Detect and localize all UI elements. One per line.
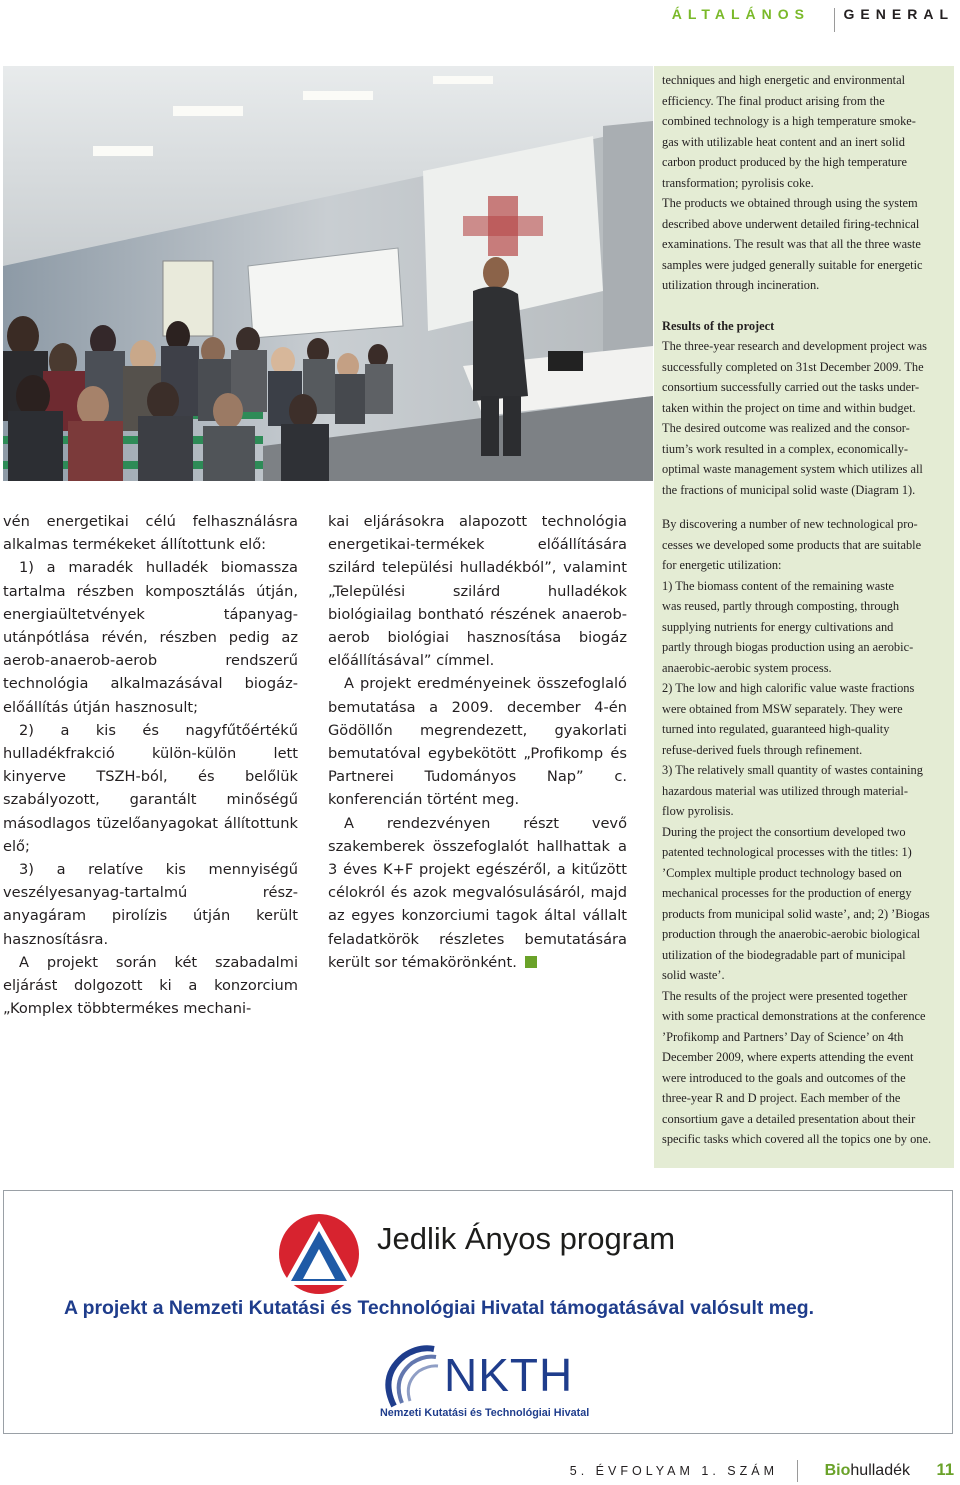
english-summary-text: [662, 70, 948, 1150]
sponsor-logo-box: [3, 1190, 953, 1434]
summary-line: described above underwent detailed firing-technical: [662, 216, 920, 231]
article-paragraph: vén energetikai célú felhasználásra alkalmas termékeket állítottunk elő:: [3, 513, 298, 554]
summary-line: 2) The low and high calorific value waste fractions: [662, 681, 915, 695]
summary-line: mechanical processes for the production of energy: [662, 886, 912, 900]
results-heading: Results of the project: [662, 318, 775, 333]
end-of-article-icon: [525, 956, 537, 968]
summary-line: During the project the consortium developed two: [662, 824, 906, 839]
summary-line: hazardous material was utilized through material-: [662, 783, 908, 798]
english-summary-box: [654, 66, 954, 1168]
summary-line: consortium gave a detailed presentation about their: [662, 1111, 916, 1126]
magazine-name-bio: Bio: [824, 1462, 851, 1479]
article-column-1: [3, 510, 298, 1020]
summary-line: By discovering a number of new technological pro-: [662, 517, 918, 531]
nkth-swirl-icon: [374, 1341, 454, 1411]
summary-line: refuse-derived fuels through refinement.: [662, 742, 863, 757]
jedlik-logo-icon: [269, 1209, 369, 1299]
spacer: [662, 296, 948, 316]
page-number: 11: [936, 1461, 954, 1479]
conference-photo: [3, 66, 653, 481]
summary-line: gas with utilizable heat content and an inert solid: [662, 134, 905, 149]
summary-line: techniques and high energetic and environmental: [662, 73, 906, 87]
summary-line: the fractions of municipal solid waste (Diagram 1).: [662, 482, 916, 497]
issue-label: 5. ÉVFOLYAM 1. SZÁM: [569, 1464, 778, 1478]
article-paragraph: A projekt eredményeinek összefoglaló bemutatása a 2009. december 4-én Gödöllőn megrendezett, gyakorlati bemutatóval egybekötött „Profikomp és Partnerei Tudományos Nap” c. konferencián történt meg.: [328, 675, 627, 809]
summary-line: utilization of the biodegradable part of municipal: [662, 947, 906, 962]
article-column-2: [328, 510, 627, 974]
summary-line: production through the anaerobic-aerobic biological: [662, 927, 921, 941]
page-footer: [0, 1463, 960, 1485]
magazine-name: [825, 1462, 910, 1480]
summary-line: ’Profikomp and Partners’ Day of Science’ on 4th: [662, 1029, 904, 1044]
article-paragraph: 2) a kis és nagyfűtőértékű hulladékfrakció külön-külön lett kinyerve TSZH-ból, és belőlük szabályozott, garantált minőségű másodlagos tüzelőanyagokat állítottunk elő;: [3, 721, 298, 855]
summary-line: supplying nutrients for energy cultivations and: [662, 619, 894, 634]
summary-line: cesses we developed some products that are suitable: [662, 537, 922, 552]
article-paragraph: [328, 812, 627, 974]
summary-line: examinations. The result was that all the three waste: [662, 237, 921, 251]
funding-statement: A projekt a Nemzeti Kutatási és Technológiai Hivatal támogatásával valósult meg.: [64, 1297, 814, 1319]
summary-line: carbon product produced by the high temperature: [662, 155, 907, 169]
summary-line: taken within the project on time and within budget.: [662, 400, 916, 415]
jedlik-program-title: Jedlik Ányos program: [377, 1221, 676, 1256]
spacer: [662, 500, 948, 514]
nkth-subtitle: Nemzeti Kutatási és Technológiai Hivatal: [380, 1407, 590, 1419]
summary-line: samples were judged generally suitable for energetic: [662, 257, 923, 272]
summary-line: for energetic utilization:: [662, 558, 782, 572]
summary-line: 3) The relatively small quantity of wastes containing: [662, 763, 923, 777]
conference-photo-illustration: [3, 66, 653, 481]
summary-line: optimal waste management system which utilizes all: [662, 462, 923, 476]
summary-line: transformation; pyrolisis coke.: [662, 175, 814, 190]
summary-line: specific tasks which covered all the topics one by one.: [662, 1132, 932, 1146]
summary-line: ’Complex multiple product technology based on: [662, 865, 902, 880]
footer-divider: [797, 1460, 798, 1482]
summary-line: was reused, partly through composting, through: [662, 599, 900, 613]
section-label-hu: ÁLTALÁNOS: [671, 6, 810, 22]
summary-line: three-year R and D project. Each member of the: [662, 1091, 901, 1105]
summary-line: with some practical demonstrations at the conference: [662, 1009, 926, 1023]
summary-line: The results of the project were presented together: [662, 988, 908, 1003]
summary-line: anaerobic-aerobic system process.: [662, 660, 832, 675]
section-label-en: GENERAL: [843, 6, 954, 22]
header-divider: [834, 8, 835, 32]
article-paragraph: kai eljárásokra alapozott technológia energetikai-termékek előállítására szilárd települési hulladékból”, valamint „Települési szilárd hulladékok biológiailag bontható részének anaerob-aerob biológiai hasznosítása biogáz előállításával” címmel.: [328, 513, 627, 670]
summary-line: utilization through incineration.: [662, 278, 820, 292]
summary-line: were obtained from MSW separately. They were: [662, 701, 903, 716]
article-paragraph: A projekt során két szabadalmi eljárást dolgozott ki a konzorcium „Komplex többtermékes mechani-: [3, 953, 298, 1018]
summary-line: turned into regulated, guaranteed high-quality: [662, 722, 890, 736]
summary-line: The three-year research and development project was: [662, 339, 927, 353]
nkth-logo-text: NKTH: [444, 1349, 574, 1401]
summary-line: consortium successfully carried out the tasks under-: [662, 380, 920, 394]
summary-line: efficiency. The final product arising from the: [662, 93, 885, 108]
summary-line: tium’s work resulted in a complex, economically-: [662, 441, 909, 456]
article-paragraph-text: A rendezvényen részt vevő szakemberek összefoglalót hallhattak a 3 éves K+F projekt egészéről, a kitűzött célokról és azok megvalósulásáról, majd az egyes konzorciumi tagok által vállalt feladatkörök részletes bemutatására került sor témakörönként.: [328, 814, 627, 971]
magazine-name-rest: hulladék: [850, 1462, 910, 1479]
summary-line: flow pyrolisis.: [662, 804, 734, 818]
summary-line: solid waste’.: [662, 968, 725, 982]
summary-line: combined technology is a high temperature smoke-: [662, 114, 916, 128]
page-header: [0, 6, 960, 30]
summary-line: The desired outcome was realized and the consor-: [662, 421, 910, 435]
article-paragraph: 3) a relatíve kis mennyiségű veszélyesanyag-tartalmú rész-anyagáram pirolízis útján került hasznosításra.: [3, 861, 298, 948]
summary-line: December 2009, where experts attending the event: [662, 1050, 914, 1064]
summary-line: products from municipal solid waste’, and; 2) ’Biogas: [662, 906, 930, 921]
summary-line: 1) The biomass content of the remaining waste: [662, 578, 895, 593]
summary-line: patented technological processes with the titles: 1): [662, 845, 912, 859]
summary-line: partly through biogas production using an aerobic-: [662, 640, 914, 654]
summary-line: were introduced to the goals and outcomes of the: [662, 1070, 906, 1085]
summary-line: successfully completed on 31st December 2009. The: [662, 359, 924, 374]
summary-line: The products we obtained through using the system: [662, 196, 918, 210]
article-paragraph: 1) a maradék hulladék biomassza tartalma részben komposztálás útján, energiaültetvények tápanyag-utánpótlása révén, részben pedig az aerob-anaerob-aerob rendszerű technológia alkalmazásával biogáz-előállítás útján hasznosult;: [3, 559, 298, 716]
